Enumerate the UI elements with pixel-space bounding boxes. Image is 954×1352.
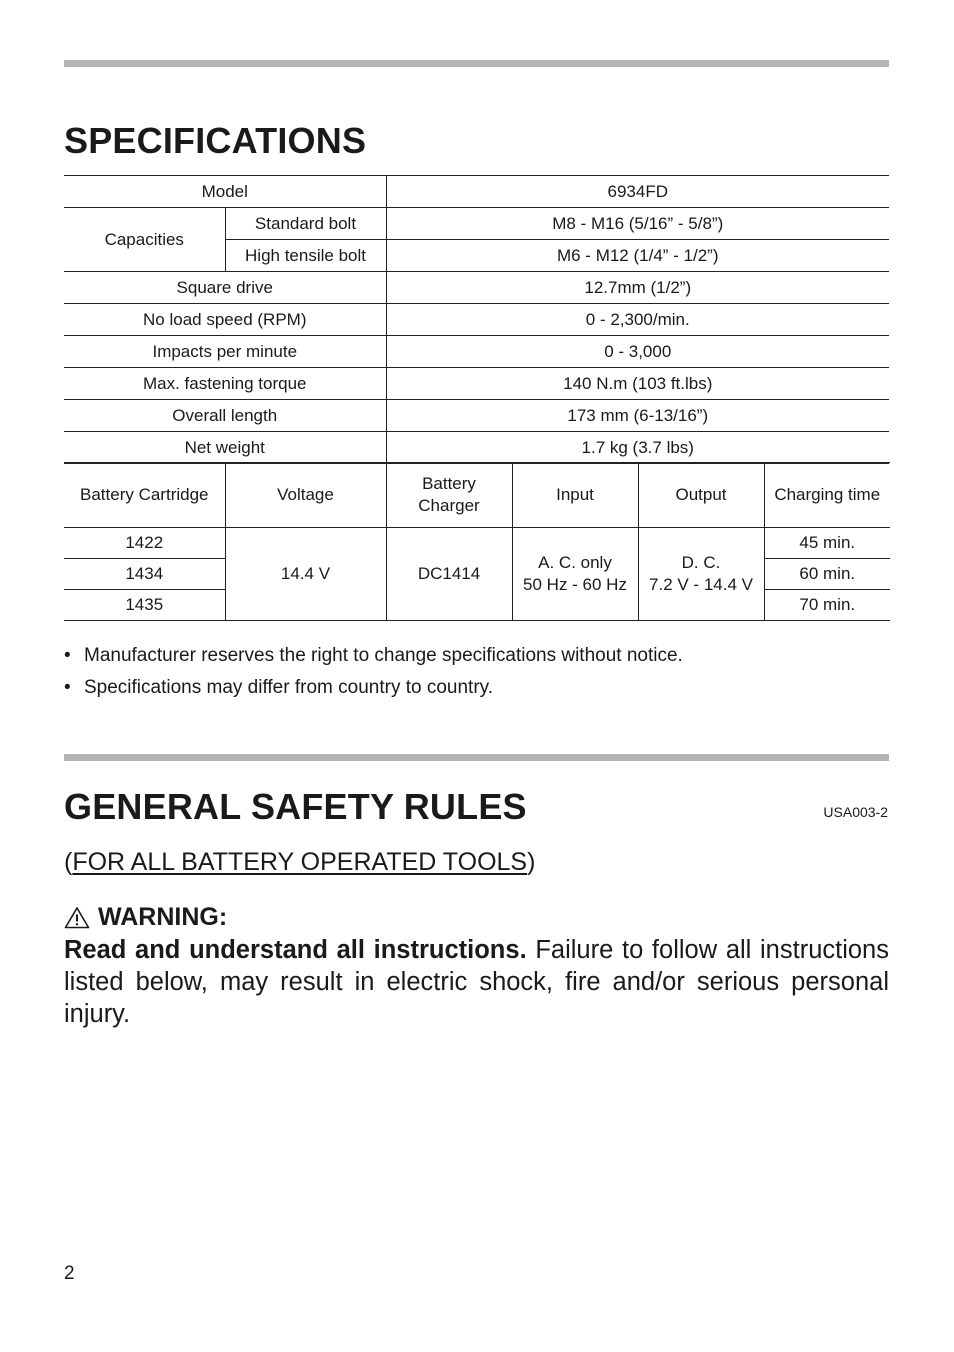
- specifications-title: SPECIFICATIONS: [64, 120, 367, 161]
- table-header-row: [64, 463, 890, 528]
- section-divider: [64, 754, 889, 761]
- list-item: • Specifications may differ from country to country.: [64, 672, 683, 704]
- specifications-table: [64, 175, 889, 464]
- table-row: [64, 432, 889, 464]
- bullet-icon: •: [64, 677, 71, 698]
- table-row: [64, 208, 889, 240]
- header-battery-cartridge: Battery Cartridge: [64, 463, 225, 528]
- spec-label: Overall length: [64, 400, 386, 432]
- header-charging-time: Charging time: [764, 463, 890, 528]
- warning-label: WARNING:: [98, 903, 228, 931]
- table-row: [64, 368, 889, 400]
- warning-triangle-icon: [64, 906, 90, 929]
- input-cell: A. C. only 50 Hz - 60 Hz: [512, 528, 638, 621]
- cartridge-cell: 1435: [64, 590, 225, 621]
- spec-value: 173 mm (6-13/16”): [386, 400, 889, 432]
- charger-cell: DC1414: [386, 528, 512, 621]
- top-divider: [64, 60, 889, 67]
- table-row: [64, 528, 890, 559]
- table-row: [64, 272, 889, 304]
- header-output: Output: [638, 463, 764, 528]
- spec-sublabel: High tensile bolt: [225, 240, 386, 272]
- output-cell: D. C. 7.2 V - 14.4 V: [638, 528, 764, 621]
- charging-time-cell: 70 min.: [764, 590, 890, 621]
- cartridge-cell: 1434: [64, 559, 225, 590]
- spec-label: No load speed (RPM): [64, 304, 386, 336]
- charging-time-cell: 60 min.: [764, 559, 890, 590]
- list-item: • Manufacturer reserves the right to change specifications without notice.: [64, 640, 683, 672]
- spec-value: M8 - M16 (5/16” - 5/8”): [386, 208, 889, 240]
- spec-value: 1.7 kg (3.7 lbs): [386, 432, 889, 464]
- warning-heading: [64, 903, 227, 932]
- document-code: USA003-2: [823, 804, 888, 820]
- table-row: [64, 176, 889, 208]
- page-number: 2: [64, 1263, 75, 1284]
- table-row: [64, 304, 889, 336]
- bullet-icon: •: [64, 645, 71, 666]
- spec-value: 12.7mm (1/2”): [386, 272, 889, 304]
- safety-subtitle: (FOR ALL BATTERY OPERATED TOOLS): [64, 848, 536, 876]
- battery-table: [64, 462, 890, 621]
- notes-list: [64, 640, 683, 704]
- spec-sublabel: Standard bolt: [225, 208, 386, 240]
- header-voltage: Voltage: [225, 463, 386, 528]
- spec-label: Square drive: [64, 272, 386, 304]
- spec-label: Model: [64, 176, 386, 208]
- warning-text: Read and understand all instructions. Failure to follow all instructions listed below, may result in electric shock, fire and/or serious personal injury.: [64, 936, 889, 1028]
- spec-label: Impacts per minute: [64, 336, 386, 368]
- voltage-cell: 14.4 V: [225, 528, 386, 621]
- table-row: [64, 336, 889, 368]
- spec-label: Max. fastening torque: [64, 368, 386, 400]
- table-row: [64, 400, 889, 432]
- safety-title: GENERAL SAFETY RULES: [64, 786, 527, 827]
- header-input: Input: [512, 463, 638, 528]
- charging-time-cell: 45 min.: [764, 528, 890, 559]
- spec-value: 0 - 3,000: [386, 336, 889, 368]
- spec-label: Net weight: [64, 432, 386, 464]
- cartridge-cell: 1422: [64, 528, 225, 559]
- spec-label: Capacities: [64, 208, 225, 272]
- spec-value: 0 - 2,300/min.: [386, 304, 889, 336]
- spec-value: 6934FD: [386, 176, 889, 208]
- header-battery-charger: Battery Charger: [386, 463, 512, 528]
- spec-value: 140 N.m (103 ft.lbs): [386, 368, 889, 400]
- spec-value: M6 - M12 (1/4” - 1/2”): [386, 240, 889, 272]
